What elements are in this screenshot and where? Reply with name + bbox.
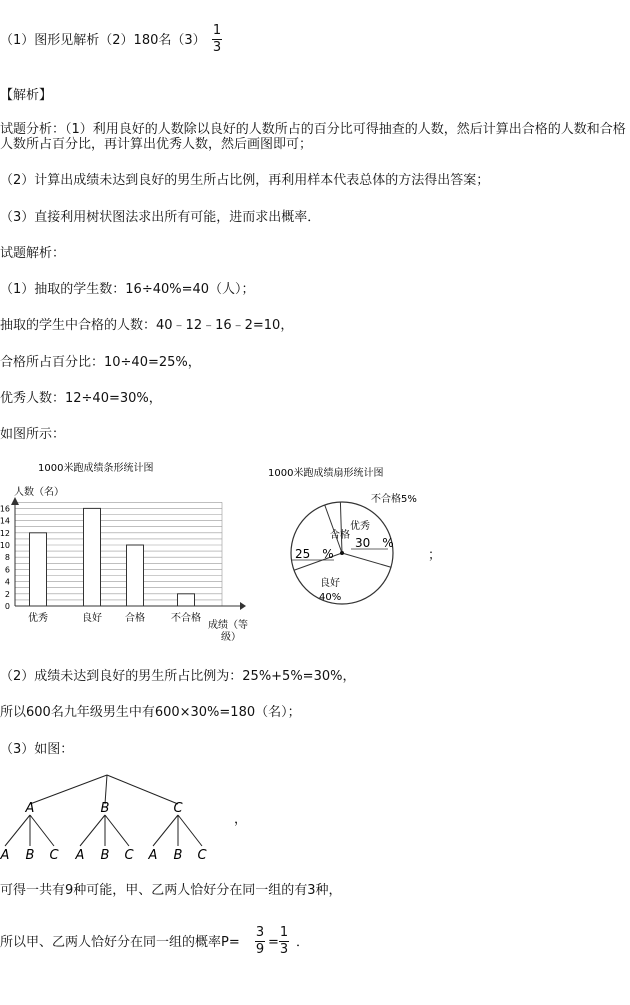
prob-end: ． xyxy=(296,935,310,950)
tree-node-level2: C xyxy=(49,848,59,863)
tree-punct: ， xyxy=(234,812,248,827)
analysis-part3: （3）直接利用树状图法求出所有可能，进而求出概率． xyxy=(0,210,321,225)
probability-text: 所以甲、乙两人恰好分在同一组的概率P= xyxy=(0,935,240,950)
tree-diagram xyxy=(0,770,230,870)
answer-fraction xyxy=(212,24,222,55)
fraction-numerator: 1 xyxy=(212,23,222,38)
tree-node-level2: B xyxy=(100,848,110,863)
prob-fraction-1 xyxy=(255,926,265,957)
solution-line4: 优秀人数：12÷40=30%， xyxy=(0,391,162,406)
x-axis-arrow xyxy=(240,602,246,610)
pie-pct-good: 40% xyxy=(319,592,342,603)
analysis-part2: （2）计算出成绩未达到良好的男生所占比例，再利用样本代表总体的方法得出答案； xyxy=(0,173,490,188)
y-axis-arrow xyxy=(11,497,19,505)
pie-title: 1000米跑成绩扇形统计图 xyxy=(268,468,384,479)
y-tick-label: 10 xyxy=(0,541,10,550)
y-tick-label: 4 xyxy=(4,577,10,587)
pie-chart xyxy=(258,455,438,645)
bar xyxy=(84,508,101,606)
x-tick-label: 合格 xyxy=(125,613,145,624)
bar xyxy=(127,545,144,606)
solution-line2: 抽取的学生中合格的人数：40﹣12﹣16﹣2=10， xyxy=(0,318,294,333)
tree-branch xyxy=(80,815,105,846)
prob-num-1: 3 xyxy=(255,925,265,940)
tree-node-level1: C xyxy=(173,801,183,816)
x-axis-label-line1: 成绩（等 xyxy=(208,620,248,631)
prob-fraction-2 xyxy=(279,926,289,957)
tree-node-level1: A xyxy=(25,801,35,816)
solution-header: 试题解析： xyxy=(0,246,66,261)
y-axis-label: 人数（名） xyxy=(14,487,64,498)
tree-branch xyxy=(153,815,178,846)
tree-node-level2: C xyxy=(197,848,207,863)
prob-num-2: 1 xyxy=(279,925,289,940)
y-tick-label: 12 xyxy=(0,528,10,538)
analysis-intro: 试题分析：（1）利用良好的人数除以良好的人数所占的百分比可得抽查的人数，然后计算出合格的人数和合格人数所占百分比，再计算出优秀人数，然后画图即可； xyxy=(0,122,626,152)
pie-pct-excellent: 30 % xyxy=(355,536,394,550)
tree-branch xyxy=(30,815,54,846)
chart-title: 1000米跑成绩条形统计图 xyxy=(38,463,154,474)
x-tick-label: 优秀 xyxy=(28,613,48,624)
tree-node-level2: A xyxy=(148,848,158,863)
pie-label-pass: 合格 xyxy=(330,530,350,541)
tree-branch xyxy=(107,775,178,804)
tree-node-level2: B xyxy=(173,848,183,863)
pie-label-good: 良好 xyxy=(320,578,340,589)
tree-branch xyxy=(105,815,129,846)
tree-node-level2: A xyxy=(0,848,10,863)
tree-branch xyxy=(105,775,107,804)
answer-text: （1）图形见解析（2）180名（3） xyxy=(0,33,206,48)
charts-punct: ； xyxy=(428,548,442,563)
y-tick-label: 2 xyxy=(4,589,10,599)
analysis-header: 【解析】 xyxy=(0,88,53,103)
pie-center xyxy=(340,551,344,555)
y-tick-label: 16 xyxy=(0,504,10,514)
tree-node-level2: C xyxy=(124,848,134,863)
y-tick-label: 8 xyxy=(4,553,10,563)
tree-branch xyxy=(30,775,107,804)
x-tick-label: 不合格 xyxy=(171,613,201,624)
pie-label-excellent: 优秀 xyxy=(350,521,370,532)
solution-part3b: 可得一共有9种可能，甲、乙两人恰好分在同一组的有3种， xyxy=(0,883,342,898)
tree-branch xyxy=(178,815,202,846)
solution-line5: 如图所示： xyxy=(0,427,66,442)
prob-den-1: 9 xyxy=(255,942,265,957)
tree-branch xyxy=(5,815,30,846)
fraction-denominator: 3 xyxy=(212,40,222,55)
solution-part2a: （2）成绩未达到良好的男生所占比例为：25%+5%=30%， xyxy=(0,669,356,684)
x-tick-label: 良好 xyxy=(82,613,102,624)
solution-part3a: （3）如图： xyxy=(0,742,74,757)
solution-part2b: 所以600名九年级男生中有600×30%=180（名）； xyxy=(0,705,301,720)
y-tick-label: 0 xyxy=(4,602,10,611)
x-axis-label-line2: 级） xyxy=(221,632,241,643)
solution-line3: 合格所占百分比：10÷40=25%， xyxy=(0,355,201,370)
tree-node-level2: A xyxy=(75,848,85,863)
pie-label-fail: 不合格5% xyxy=(371,494,417,505)
solution-line1: （1）抽取的学生数：16÷40%=40（人）； xyxy=(0,282,255,297)
tree-node-level2: B xyxy=(25,848,35,863)
prob-equals: = xyxy=(268,935,279,950)
bar xyxy=(30,533,47,606)
bar xyxy=(178,594,195,606)
tree-node-level1: B xyxy=(100,801,110,816)
prob-den-2: 3 xyxy=(279,942,289,957)
y-tick-label: 14 xyxy=(0,516,10,526)
bar-chart xyxy=(0,455,280,645)
pie-pct-pass: 25 % xyxy=(295,547,334,561)
y-tick-label: 6 xyxy=(4,565,10,575)
